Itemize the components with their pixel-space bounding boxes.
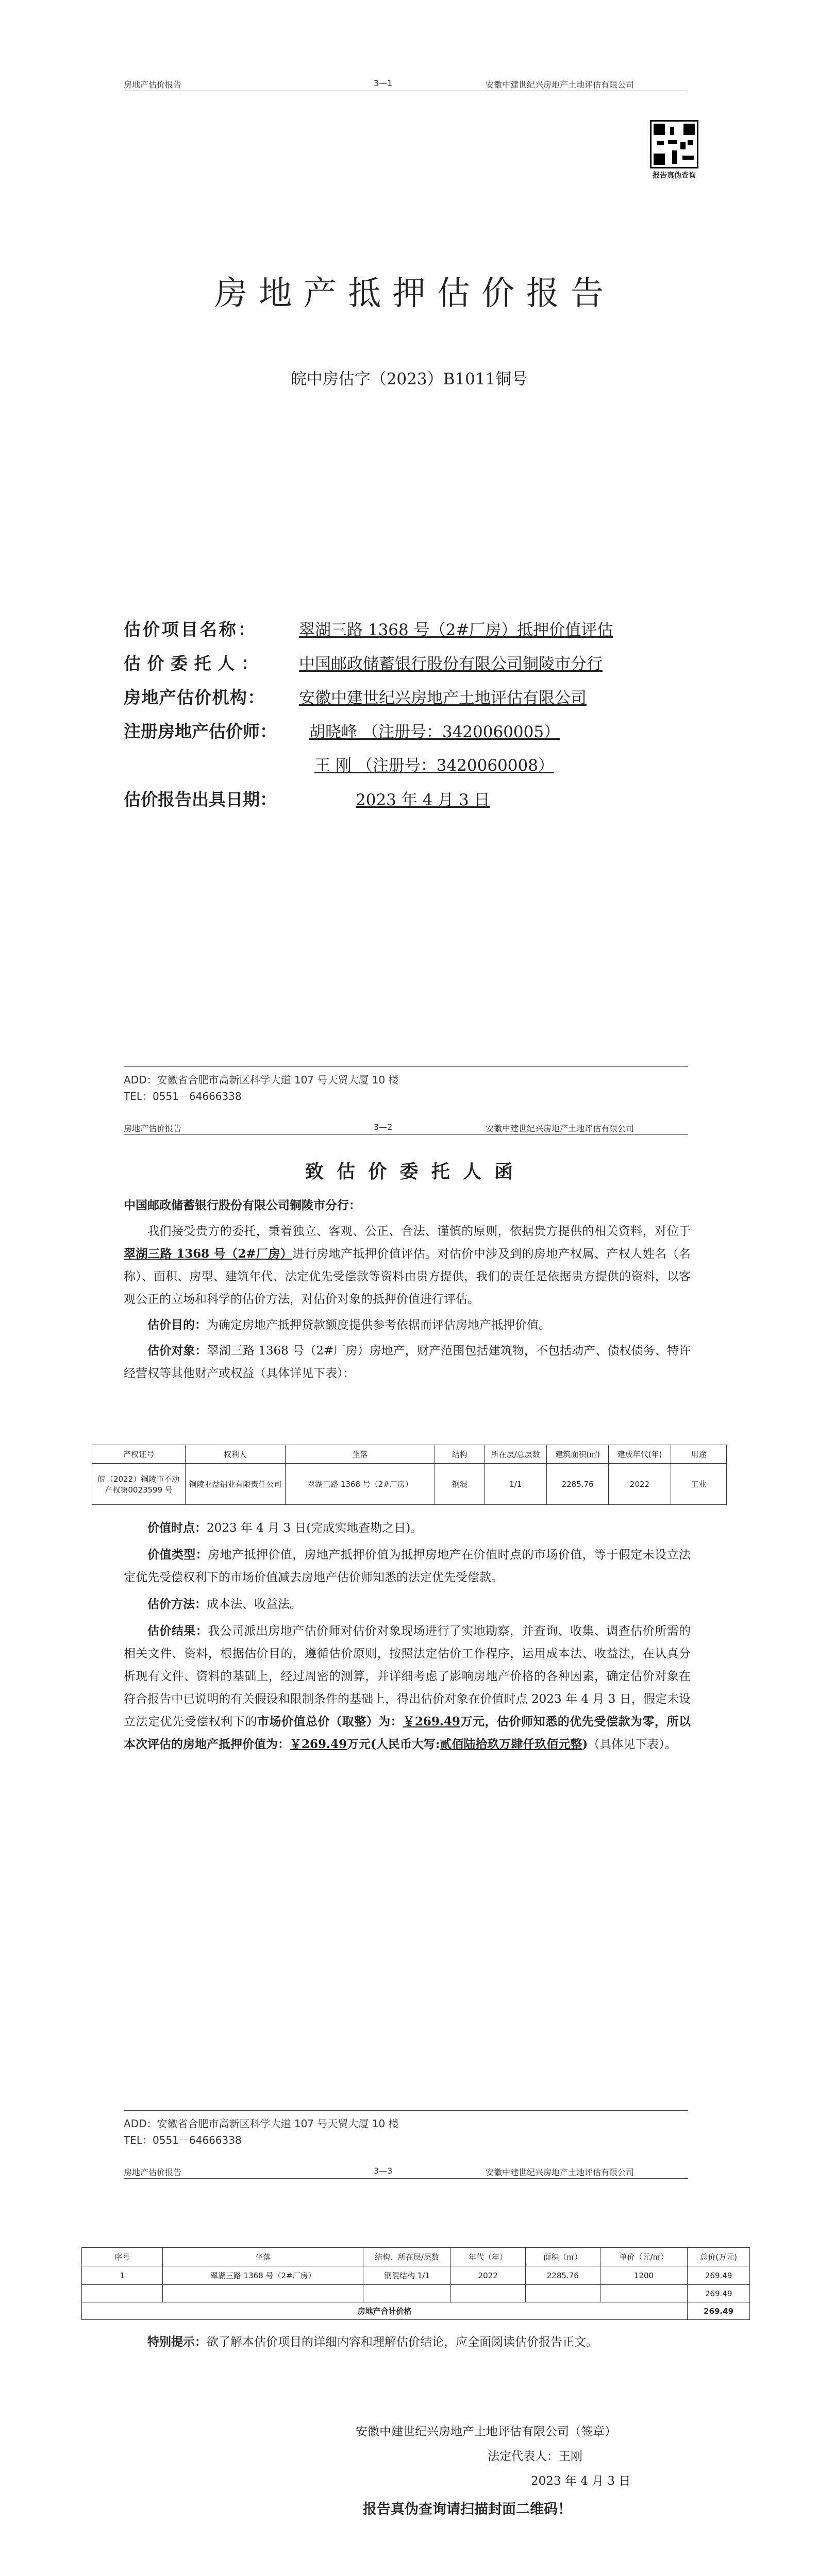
page-number: 3—3 — [374, 2166, 393, 2176]
letter-intro: 我们接受贵方的委托，秉着独立、客观、公正、合法、谨慎的原则，依据贵方提供的相关资料，对位于翠湖三路 1368 号（2#厂房）进行房地产抵押价值评估。对估价中涉及到的房地产权属、产权人姓名（名称）、面积、房型、建筑年代、法定优先受偿款等资料由贵方提供，我们的责任是依据贵方提供的资料，以客观公正的立场和科学的估价方法，对估价对象的抵押价值进行评估。 — [124, 1225, 691, 1306]
header-rule — [124, 2178, 688, 2179]
letter-result: 估价结果：我公司派出房地产估价师对估价对象现场进行了实地勘察，并查询、收集、调查估价所需的相关文件、资料，根据估价目的，遵循估价原则，按照法定估价工作程序，运用成本法、收益法，在认真分析现有文件、资料的基础上，经过周密的测算，并详细考虑了影响房地产价格的各种因素，确定估价对象在符合报告中已说明的有关假设和限制条件的基础上，得出估价对象在价值时点 2023 年 4 月 3 日，假定未设立法定优先受偿权利下的市场价值总价（取整）为：￥269.49万元，估价师知悉的优先受偿款为零，所以本次评估的房地产抵押价值为：￥269.49万元(人民币大写:贰佰陆拾玖万肆仟玖佰元整)（具体见下表）。 — [124, 1624, 691, 1751]
table-row: 1 翠湖三路 1368 号（2#厂房） 钢混结构 1/1 2022 2285.76 1200 269.49 — [82, 2266, 750, 2285]
cover-row-client — [124, 650, 691, 684]
letter-recipient: 中国邮政储蓄银行股份有限公司铜陵市分行： — [124, 1198, 361, 1212]
table-row: 269.49 — [82, 2285, 750, 2302]
footer-address: ADD：安徽省合肥市高新区科学大道 107 号天贸大厦 10 楼 — [124, 1074, 399, 1086]
letter-body-2 — [124, 1517, 691, 1756]
footer-rule — [124, 2110, 688, 2111]
letter-body — [124, 1194, 691, 1385]
summary-table — [81, 2247, 750, 2320]
page-header-left: 房地产估价报告 — [124, 1124, 182, 1133]
letter-method: 估价方法：成本法、收益法。 — [147, 1597, 302, 1611]
agency-label: 房地产估价机构： — [124, 687, 265, 707]
cover-row-appraiser2 — [124, 752, 691, 786]
sign-date: 2023 年 4 月 3 日 — [531, 2475, 631, 2488]
cover-row-date — [124, 786, 691, 820]
page-header-right: 安徽中建世纪兴房地产土地评估有限公司 — [486, 1124, 635, 1133]
header-rule — [124, 1134, 688, 1135]
footer-rule — [124, 1066, 688, 1067]
signature-block — [299, 2419, 691, 2494]
appraiser-1: 胡晓峰 （注册号：3420060005） — [309, 723, 560, 741]
qr-caption: 报告真伪查询 — [653, 172, 696, 180]
report-title: 房地产抵押估价报告 — [214, 275, 615, 313]
footer-tel: TEL：0551－64666338 — [124, 2134, 242, 2146]
letter-title: 致估价委托人函 — [305, 1161, 526, 1182]
letter-valuetype: 价值类型：房地产抵押价值，房地产抵押价值为抵押房地产在价值时点的市场价值，等于假定未设立法定优先受偿权利下的市场价值减去房地产估价师知悉的法定优先受偿款。 — [124, 1548, 691, 1584]
client-value: 中国邮政储蓄银行股份有限公司铜陵市分行 — [299, 655, 603, 673]
verify-note: 报告真伪查询请扫描封面二维码！ — [363, 2501, 572, 2517]
legal-representative: 法定代表人：王刚 — [488, 2450, 582, 2463]
special-notice: 特别提示：欲了解本估价项目的详细内容和理解估价结论，应全面阅读估价报告正文。 — [147, 2335, 598, 2349]
letter-object: 估价对象：翠湖三路 1368 号（2#厂房）房地产，财产范围包括建筑物，不包括动产、债权债务、特许经营权等其他财产或权益（具体详见下表）： — [124, 1344, 691, 1380]
cover-info-block — [124, 616, 691, 820]
footer-tel: TEL：0551－64666338 — [124, 1090, 242, 1103]
page-header-right: 安徽中建世纪兴房地产土地评估有限公司 — [486, 2167, 635, 2177]
page-header-left: 房地产估价报告 — [124, 80, 182, 90]
table-header-row: 产权证号 权利人 坐落 结构 所在层/总层数 建筑面积(㎡) 建成年代(年) 用途 — [92, 1445, 727, 1464]
cover-row-project — [124, 616, 691, 650]
report-number: 皖中房估字（2023）B1011铜号 — [290, 370, 528, 388]
page-number: 3—1 — [374, 78, 393, 88]
page-header-left: 房地产估价报告 — [124, 2167, 182, 2177]
appraiser-label: 注册房地产估价师： — [124, 721, 277, 741]
table-header-row: 序号 坐落 结构、所在层/层数 年代（年） 面积（㎡） 单价（元/㎡） 总价(万元) — [82, 2248, 750, 2266]
letter-valuetime: 价值时点：2023 年 4 月 3 日(完成实地查勘之日)。 — [147, 1521, 423, 1535]
appraiser-2: 王 刚 （注册号：3420060008） — [314, 756, 554, 775]
client-label: 估价委托人： — [124, 653, 265, 673]
letter-purpose: 估价目的：为确定房地产抵押贷款额度提供参考依据而评估房地产抵押价值。 — [147, 1318, 550, 1332]
project-name-label: 估价项目名称： — [124, 619, 257, 639]
page-number: 3—2 — [374, 1122, 393, 1132]
table-total-row: 房地产合计价格 269.49 — [82, 2302, 750, 2320]
footer-address: ADD：安徽省合肥市高新区科学大道 107 号天贸大厦 10 楼 — [124, 2117, 399, 2130]
cover-row-appraiser1 — [124, 718, 691, 752]
date-label: 估价报告出具日期： — [124, 789, 277, 809]
page-header-right: 安徽中建世纪兴房地产土地评估有限公司 — [486, 80, 635, 90]
date-value: 2023 年 4 月 3 日 — [356, 791, 490, 809]
notice-block — [124, 2331, 691, 2353]
project-name-value: 翠湖三路 1368 号（2#厂房）抵押价值评估 — [299, 621, 613, 639]
property-table — [92, 1445, 727, 1505]
company-seal: 安徽中建世纪兴房地产土地评估有限公司（签章） — [356, 2425, 616, 2438]
agency-value: 安徽中建世纪兴房地产土地评估有限公司 — [299, 689, 587, 707]
qr-code[interactable] — [650, 120, 698, 168]
cover-row-agency — [124, 684, 691, 718]
table-row: 皖（2022）铜陵市不动产权第0023599 号 铜陵亚益铝业有限责任公司 翠湖三路 1368 号（2#厂房） 钢混 1/1 2285.76 2022 工业 — [92, 1464, 727, 1505]
